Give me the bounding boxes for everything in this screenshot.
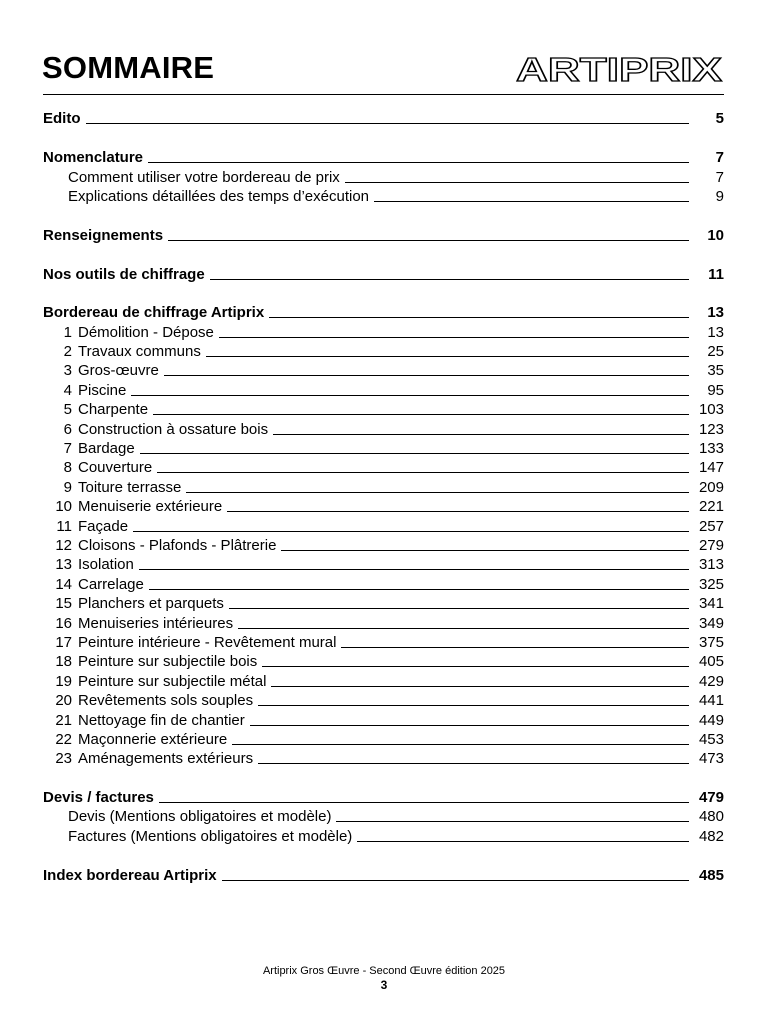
toc-entry-title: Toiture terrasse — [78, 478, 182, 496]
toc-entry-label — [43, 866, 217, 885]
toc-page-number: 7 — [715, 149, 724, 167]
toc-entry-title: Edito — [43, 110, 81, 128]
toc-chapter-entry[interactable] — [43, 671, 724, 690]
toc-page-number: 482 — [698, 827, 724, 845]
toc-entry-title: Renseignements — [43, 226, 164, 244]
toc-group-spacer — [43, 768, 724, 787]
toc-section-entry[interactable] — [43, 109, 724, 128]
toc-chapter-entry[interactable] — [43, 458, 724, 477]
toc-section-entry[interactable] — [43, 225, 724, 244]
toc-chapter-number: 16 — [55, 614, 72, 632]
toc-page-number: 9 — [715, 187, 724, 205]
toc-entry-label — [53, 400, 148, 419]
toc-chapter-number: 5 — [63, 401, 72, 419]
toc-page-number: 13 — [707, 304, 724, 322]
toc-leader-line — [86, 123, 690, 124]
toc-page-number: 11 — [708, 265, 724, 283]
toc-entry-label — [53, 381, 126, 400]
toc-chapter-entry[interactable] — [43, 322, 724, 341]
toc-group-spacer — [43, 846, 724, 865]
toc-leader-line — [357, 841, 689, 842]
toc-entry-title: Revêtements sols souples — [78, 692, 254, 710]
toc-entry-label — [53, 478, 181, 497]
toc-leader-line — [258, 763, 689, 764]
toc-leader-line — [273, 434, 689, 435]
toc-section-entry[interactable] — [43, 148, 724, 167]
toc-entry-title: Construction à ossature bois — [78, 420, 269, 438]
toc-chapter-entry[interactable] — [43, 633, 724, 652]
toc-entry-title: Planchers et parquets — [78, 595, 224, 613]
toc-chapter-number: 3 — [63, 362, 72, 380]
toc-chapter-entry[interactable] — [43, 516, 724, 535]
toc-page-number: 7 — [715, 168, 724, 186]
toc-page-number: 257 — [698, 517, 724, 535]
toc-chapter-number: 17 — [55, 633, 72, 651]
toc-chapter-entry[interactable] — [43, 652, 724, 671]
toc-group-spacer — [43, 128, 724, 147]
toc-entry-title: Piscine — [78, 381, 127, 399]
toc-page-number: 479 — [698, 789, 724, 807]
toc-entry-label — [68, 807, 331, 826]
toc-chapter-number: 12 — [55, 536, 72, 554]
toc-leader-line — [238, 628, 689, 629]
toc-page-number: 341 — [698, 595, 724, 613]
toc-entry-title: Couverture — [78, 459, 153, 477]
toc-group-spacer — [43, 284, 724, 303]
toc-entry-title: Nomenclature — [43, 149, 144, 167]
toc-page-number: 221 — [698, 498, 724, 516]
toc-chapter-number: 4 — [63, 381, 72, 399]
toc-page-number: 349 — [698, 614, 724, 632]
artiprix-logo — [514, 52, 724, 86]
toc-entry-label — [53, 342, 201, 361]
toc-entry-title: Façade — [78, 517, 129, 535]
toc-entry-label — [53, 458, 152, 477]
toc-chapter-entry[interactable] — [43, 380, 724, 399]
toc-chapter-entry[interactable] — [43, 691, 724, 710]
toc-page-number: 375 — [698, 633, 724, 651]
toc-chapter-entry[interactable] — [43, 594, 724, 613]
toc-chapter-entry[interactable] — [43, 613, 724, 632]
toc-leader-line — [157, 472, 689, 473]
toc-subsection-entry[interactable] — [43, 187, 724, 206]
toc-page-number: 147 — [698, 459, 724, 477]
toc-chapter-entry[interactable] — [43, 497, 724, 516]
svg-text:ARTIPRIX: ARTIPRIX — [516, 52, 722, 86]
page-title: SOMMAIRE — [42, 50, 215, 85]
toc-leader-line — [153, 414, 689, 415]
toc-page-number: 5 — [715, 110, 724, 128]
toc-leader-line — [269, 317, 689, 318]
toc-page-number: 103 — [698, 401, 724, 419]
toc-entry-label — [68, 168, 340, 187]
toc-page-number: 10 — [707, 226, 724, 244]
toc-entry-title: Index bordereau Artiprix — [43, 866, 217, 884]
toc-leader-line — [250, 725, 689, 726]
toc-page-number: 473 — [698, 750, 724, 768]
toc-entry-title: Peinture intérieure - Revêtement mural — [78, 633, 337, 651]
toc-chapter-number: 6 — [63, 420, 72, 438]
toc-page-number: 35 — [707, 362, 724, 380]
toc-chapter-entry[interactable] — [43, 574, 724, 593]
toc-section-entry[interactable] — [43, 264, 724, 283]
toc-chapter-number: 11 — [56, 517, 72, 535]
toc-leader-line — [140, 453, 689, 454]
toc-entry-label — [53, 536, 276, 555]
toc-entry-label — [53, 614, 233, 633]
toc-entry-title: Factures (Mentions obligatoires et modèle) — [68, 827, 353, 845]
toc-entry-label — [68, 827, 352, 846]
toc-page-number: 449 — [698, 711, 724, 729]
toc-chapter-entry[interactable] — [43, 419, 724, 438]
toc-page-number: 123 — [698, 420, 724, 438]
toc-page-number: 453 — [698, 730, 724, 748]
toc-chapter-number: 18 — [55, 653, 72, 671]
toc-leader-line — [262, 666, 689, 667]
toc-entry-title: Explications détaillées des temps d’exécution — [68, 187, 370, 205]
toc-entry-title: Charpente — [78, 401, 149, 419]
toc-entry-label — [53, 652, 257, 671]
toc-chapter-entry[interactable] — [43, 400, 724, 419]
toc-entry-label — [68, 187, 369, 206]
toc-chapter-entry[interactable] — [43, 710, 724, 729]
toc-entry-title: Gros-œuvre — [78, 362, 159, 380]
toc-leader-line — [336, 821, 689, 822]
toc-chapter-number: 10 — [55, 498, 72, 516]
toc-entry-label — [53, 711, 245, 730]
toc-page-number: 325 — [698, 575, 724, 593]
toc-chapter-number: 14 — [55, 575, 72, 593]
table-of-contents — [43, 109, 724, 885]
toc-leader-line — [206, 356, 689, 357]
toc-leader-line — [149, 589, 689, 590]
toc-entry-label — [43, 303, 264, 322]
toc-entry-label — [53, 672, 266, 691]
toc-subsection-entry[interactable] — [43, 167, 724, 186]
toc-subsection-entry[interactable] — [43, 807, 724, 826]
toc-leader-line — [131, 395, 689, 396]
toc-entry-title: Peinture sur subjectile métal — [78, 672, 267, 690]
footer-page-number: 3 — [380, 978, 388, 992]
toc-entry-title: Menuiseries intérieures — [78, 614, 234, 632]
toc-subsection-entry[interactable] — [43, 826, 724, 845]
toc-page-number: 485 — [698, 866, 724, 884]
toc-entry-title: Travaux communs — [78, 343, 201, 361]
toc-entry-title: Isolation — [78, 556, 134, 574]
toc-chapter-number: 8 — [63, 459, 72, 477]
toc-entry-label — [53, 749, 253, 768]
toc-leader-line — [229, 608, 689, 609]
toc-chapter-entry[interactable] — [43, 730, 724, 749]
toc-leader-line — [186, 492, 689, 493]
toc-leader-line — [281, 550, 689, 551]
toc-entry-label — [43, 265, 205, 284]
toc-entry-label — [53, 323, 214, 342]
toc-section-entry[interactable] — [43, 303, 724, 322]
toc-chapter-entry[interactable] — [43, 477, 724, 496]
toc-entry-title: Carrelage — [78, 575, 144, 593]
toc-page-number: 13 — [707, 323, 724, 341]
toc-entry-label — [53, 420, 268, 439]
toc-leader-line — [271, 686, 689, 687]
toc-entry-label — [53, 517, 128, 536]
toc-section-entry[interactable] — [43, 788, 724, 807]
toc-chapter-number: 22 — [55, 730, 72, 748]
toc-chapter-number: 21 — [55, 711, 72, 729]
toc-page-number: 279 — [698, 536, 724, 554]
toc-chapter-number: 13 — [55, 556, 72, 574]
toc-entry-title: Démolition - Dépose — [78, 323, 214, 341]
toc-leader-line — [159, 802, 689, 803]
toc-leader-line — [258, 705, 689, 706]
toc-leader-line — [227, 511, 689, 512]
toc-page-number: 95 — [707, 381, 724, 399]
toc-leader-line — [148, 162, 689, 163]
page-footer — [0, 964, 768, 992]
toc-entry-title: Bardage — [78, 440, 135, 458]
toc-chapter-number: 1 — [63, 323, 72, 341]
toc-entry-title: Aménagements extérieurs — [78, 750, 254, 768]
toc-entry-label — [53, 555, 134, 574]
toc-entry-title: Nettoyage fin de chantier — [78, 711, 245, 729]
toc-leader-line — [168, 240, 689, 241]
toc-chapter-number: 23 — [55, 750, 72, 768]
toc-group-spacer — [43, 245, 724, 264]
toc-leader-line — [345, 182, 689, 183]
toc-chapter-number: 9 — [63, 478, 72, 496]
toc-chapter-entry[interactable] — [43, 439, 724, 458]
toc-chapter-entry[interactable] — [43, 361, 724, 380]
toc-page-number: 133 — [698, 440, 724, 458]
toc-page-number: 480 — [698, 808, 724, 826]
toc-chapter-number: 15 — [55, 595, 72, 613]
toc-entry-title: Peinture sur subjectile bois — [78, 653, 258, 671]
toc-chapter-entry[interactable] — [43, 555, 724, 574]
footer-edition: Artiprix Gros Œuvre - Second Œuvre édition 2025 — [262, 965, 506, 977]
toc-chapter-number: 7 — [63, 440, 72, 458]
toc-entry-label — [53, 497, 222, 516]
toc-entry-label — [53, 633, 336, 652]
toc-leader-line — [374, 201, 689, 202]
toc-leader-line — [341, 647, 689, 648]
toc-entry-label — [53, 439, 135, 458]
toc-entry-title: Menuiserie extérieure — [78, 498, 223, 516]
toc-leader-line — [222, 880, 689, 881]
toc-entry-label — [43, 226, 163, 245]
toc-chapter-number: 19 — [55, 672, 72, 690]
toc-entry-label — [53, 730, 227, 749]
toc-entry-label — [53, 575, 144, 594]
toc-entry-title: Maçonnerie extérieure — [78, 730, 228, 748]
toc-group-spacer — [43, 206, 724, 225]
toc-entry-label — [53, 361, 159, 380]
toc-page-number: 441 — [698, 692, 724, 710]
toc-chapter-entry[interactable] — [43, 342, 724, 361]
toc-leader-line — [164, 375, 689, 376]
toc-entry-label — [43, 148, 143, 167]
toc-leader-line — [139, 569, 689, 570]
toc-entry-label — [43, 109, 81, 128]
toc-entry-label — [53, 691, 253, 710]
toc-entry-title: Bordereau de chiffrage Artiprix — [43, 304, 265, 322]
toc-entry-title: Nos outils de chiffrage — [43, 265, 205, 283]
toc-page-number: 405 — [698, 653, 724, 671]
header-divider — [43, 94, 724, 95]
toc-page-number: 209 — [698, 478, 724, 496]
toc-entry-title: Devis (Mentions obligatoires et modèle) — [68, 808, 332, 826]
toc-leader-line — [210, 279, 689, 280]
toc-chapter-entry[interactable] — [43, 749, 724, 768]
toc-page-number: 313 — [698, 556, 724, 574]
toc-leader-line — [133, 531, 689, 532]
toc-page-number: 25 — [707, 343, 724, 361]
toc-leader-line — [232, 744, 689, 745]
toc-chapter-entry[interactable] — [43, 536, 724, 555]
toc-entry-label — [53, 594, 224, 613]
toc-leader-line — [219, 337, 689, 338]
toc-section-entry[interactable] — [43, 865, 724, 884]
toc-chapter-number: 2 — [63, 343, 72, 361]
toc-entry-title: Cloisons - Plafonds - Plâtrerie — [78, 536, 277, 554]
toc-chapter-number: 20 — [55, 692, 72, 710]
toc-page-number: 429 — [698, 672, 724, 690]
toc-entry-title: Devis / factures — [43, 789, 154, 807]
toc-entry-label — [43, 788, 154, 807]
toc-entry-title: Comment utiliser votre bordereau de prix — [68, 168, 340, 186]
